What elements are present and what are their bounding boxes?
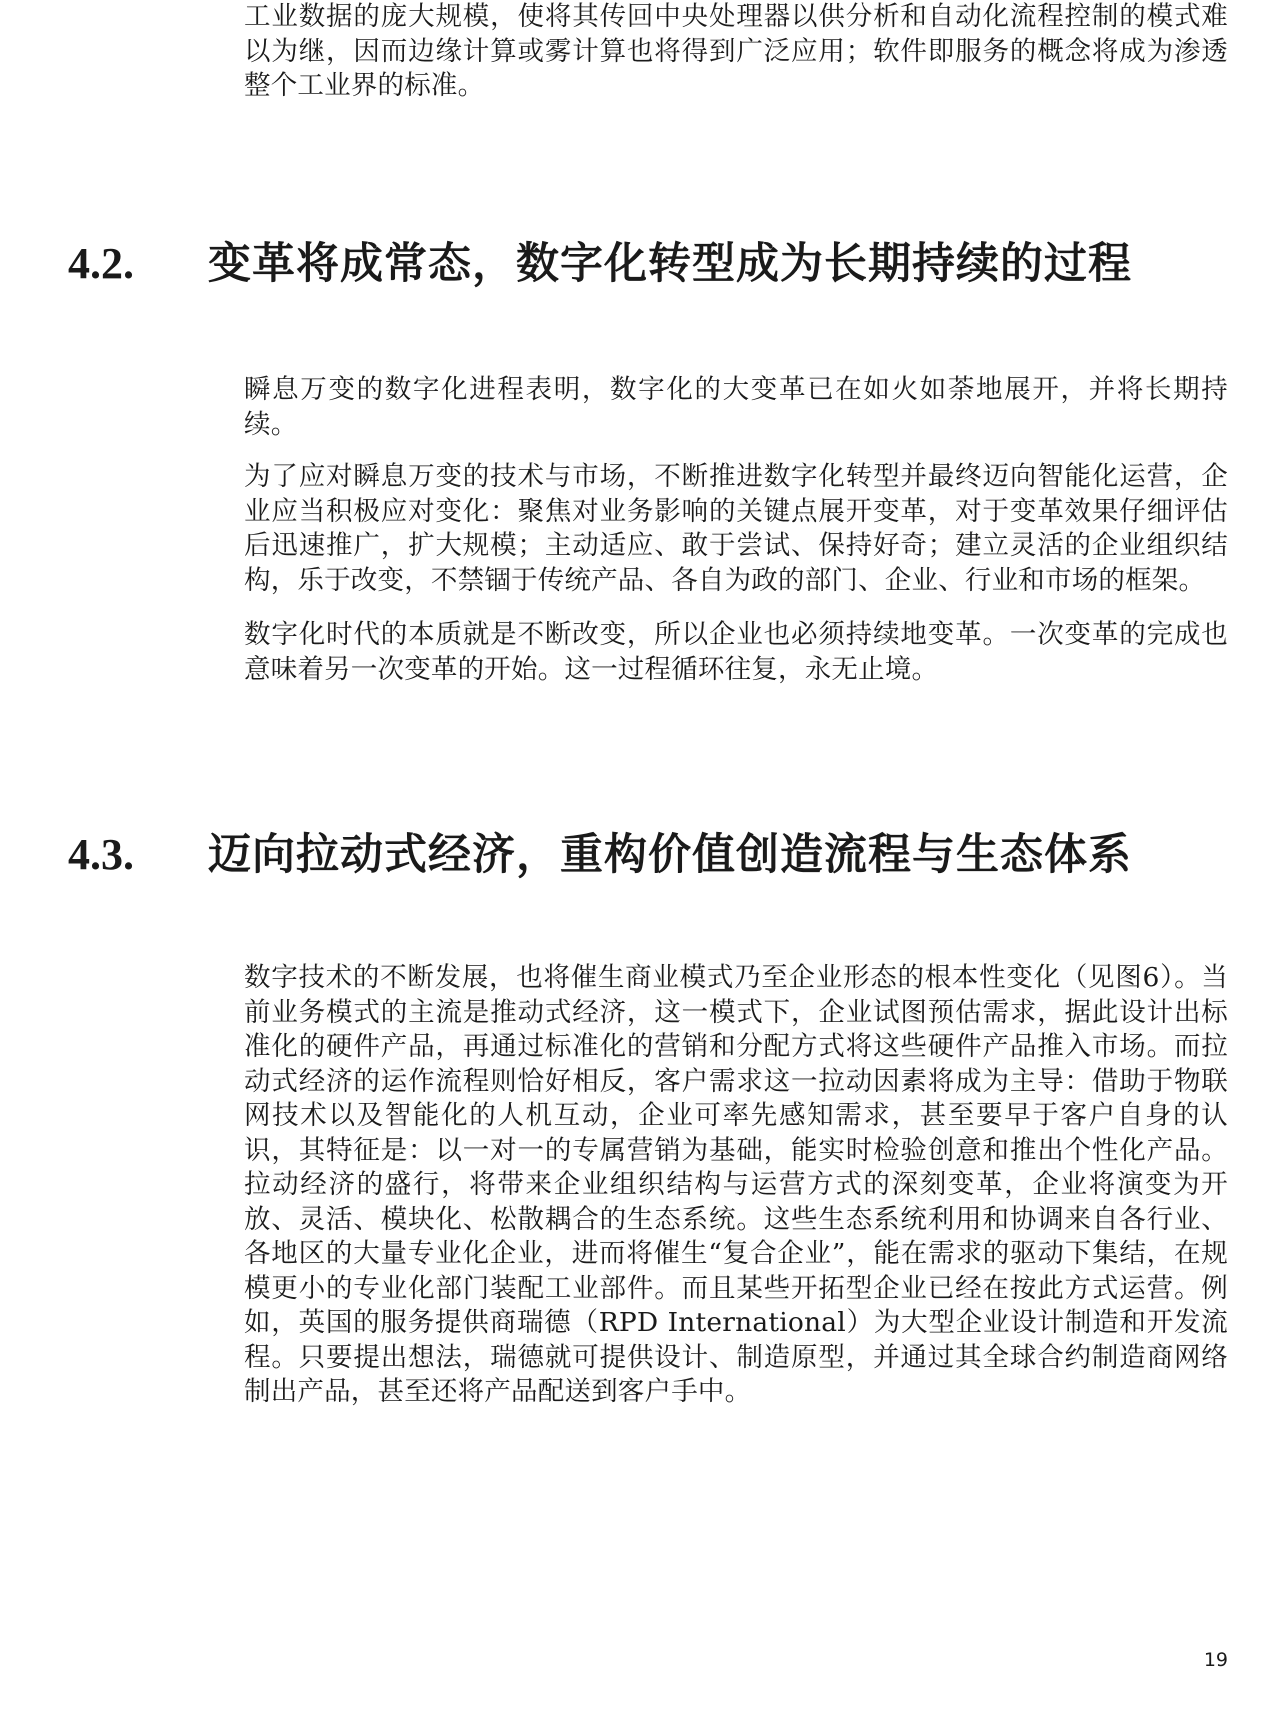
section-4-2-paragraph-2: 为了应对瞬息万变的技术与市场，不断推进数字化转型并最终迈向智能化运营，企业应当积极应对变化：聚焦对业务影响的关键点展开变革，对于变革效果仔细评估后迅速推广，扩大规模；主动适应、敢于尝试、保持好奇；建立灵活的企业组织结构，乐于改变，不禁锢于传统产品、各自为政的部门、企业、行业和市场的框架。 [244, 461, 1228, 596]
section-4-3-paragraph: 数字技术的不断发展，也将催生商业模式乃至企业形态的根本性变化（见图6）。当前业务模式的主流是推动式经济，这一模式下，企业试图预估需求，据此设计出标准化的硬件产品，再通过标准化的营销和分配方式将这些硬件产品推入市场。而拉动式经济的运作流程则恰好相反，客户需求这一拉动因素将成为主导：借助于物联网技术以及智能化的人机互动，企业可率先感知需求，甚至要早于客户自身的认识，其特征是：以一对一的专属营销为基础，能实时检验创意和推出个性化产品。拉动经济的盛行，将带来企业组织结构与运营方式的深刻变革，企业将演变为开放、灵活、模块化、松散耦合的生态系统。这些生态系统利用和协调来自各行业、各地区的大量专业化企业，进而将催生“复合企业”，能在需求的驱动下集结，在规模更小的专业化部门装配工业部件。而且某些开拓型企业已经在按此方式运营。例如，英国的服务提供商瑞德（RPD International）为大型企业设计制造和开发流程。只要提出想法，瑞德就可提供设计、制造原型，并通过其全球合约制造商网络制出产品，甚至还将产品配送到客户手中。 [244, 962, 1228, 1407]
section-4-3-title: 迈向拉动式经济，重构价值创造流程与生态体系 [208, 830, 1132, 880]
section-4-2-title: 变革将成常态，数字化转型成为长期持续的过程 [208, 239, 1132, 289]
section-4-2-paragraph-1: 瞬息万变的数字化进程表明，数字化的大变革已在如火如荼地展开，并将长期持续。 [244, 374, 1228, 440]
section-4-2-paragraph-3: 数字化时代的本质就是不断改变，所以企业也必须持续地变革。一次变革的完成也意味着另一次变革的开始。这一过程循环往复，永无止境。 [244, 619, 1228, 685]
intro-paragraph: 工业数据的庞大规模，使将其传回中央处理器以供分析和自动化流程控制的模式难以为继，因而边缘计算或雾计算也将得到广泛应用；软件即服务的概念将成为渗透整个工业界的标准。 [244, 1, 1228, 101]
page-number: 19 [1203, 1649, 1228, 1671]
section-4-2-number: 4.2. [68, 239, 134, 288]
section-4-3-number: 4.3. [68, 830, 134, 879]
